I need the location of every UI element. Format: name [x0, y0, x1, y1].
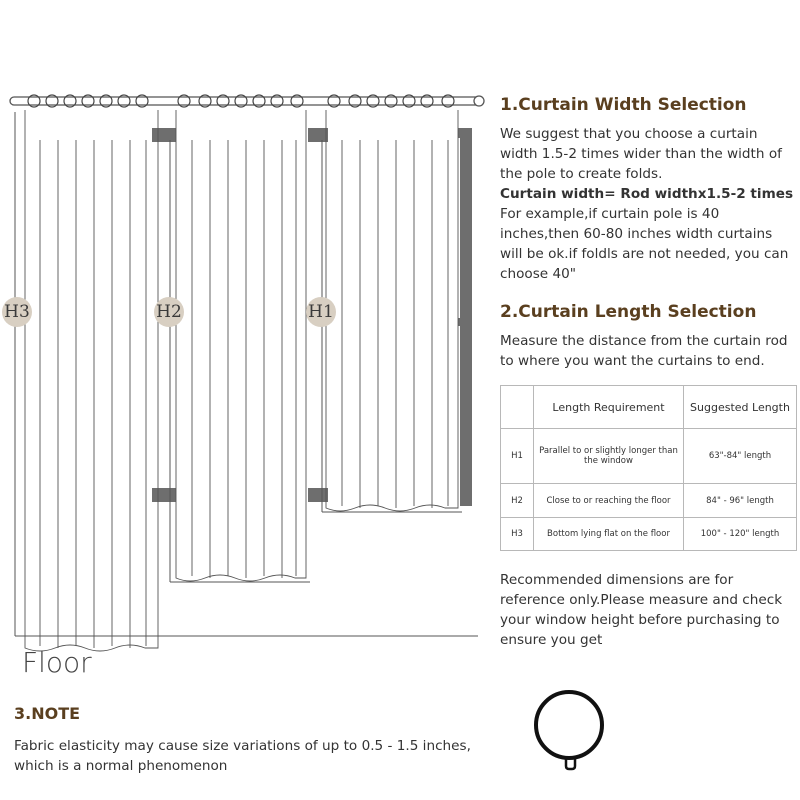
table-row	[501, 429, 797, 484]
curtain-panel-h3	[25, 110, 158, 651]
note-section-title: 3.NOTE	[14, 704, 81, 723]
table-cell-length: 100" - 120" length	[684, 517, 797, 550]
table-header-requirement: Length Requirement	[534, 386, 684, 429]
width-example-text: For example,if curtain pole is 40 inches,then 60-80 inches width curtains will be ok.if foldls are not needed, you can choose 40"	[500, 206, 789, 282]
width-formula: Curtain width= Rod widthx1.5-2 times	[500, 186, 794, 202]
note-section-text: Fabric elasticity may cause size variations of up to 0.5 - 1.5 inches, which is a normal phenomenon	[14, 738, 471, 774]
table-cell-id: H3	[501, 517, 534, 550]
table-row	[501, 484, 797, 517]
label-h3: H3	[2, 297, 32, 327]
width-section-text	[500, 124, 798, 284]
width-intro-text: We suggest that you choose a curtain width 1.5-2 times wider than the width of the pole to create folds.	[500, 126, 782, 182]
length-section-title: 2.Curtain Length Selection	[500, 302, 757, 322]
length-section-text: Measure the distance from the curtain rod to where you want the curtains to end.	[500, 333, 788, 369]
length-table	[500, 385, 797, 551]
table-cell-requirement: Close to or reaching the floor	[534, 484, 684, 517]
label-h1: H1	[306, 297, 336, 327]
table-cell-id: H2	[501, 484, 534, 517]
reference-note: Recommended dimensions are for reference only.Please measure and check your window height before purchasing to ensure you get	[500, 572, 783, 648]
rod-finial-right	[474, 96, 484, 106]
curtain-rod	[10, 97, 480, 105]
table-cell-requirement: Parallel to or slightly longer than the window	[534, 429, 684, 484]
width-section-title: 1.Curtain Width Selection	[500, 95, 747, 115]
table-cell-length: 84" - 96" length	[684, 484, 797, 517]
table-cell-requirement: Bottom lying flat on the floor	[534, 517, 684, 550]
table-cell-length: 63"-84" length	[684, 429, 797, 484]
table-header-suggested: Suggested Length	[684, 386, 797, 429]
table-header-row	[501, 386, 797, 429]
curtain-panel-h1	[322, 110, 462, 512]
table-header-blank	[501, 386, 534, 429]
table-cell-id: H1	[501, 429, 534, 484]
table-row	[501, 517, 797, 550]
floor-label: Floor	[22, 646, 92, 679]
curtain-panel-h2	[170, 110, 310, 582]
label-h2: H2	[154, 297, 184, 327]
curtain-ring-icon	[528, 688, 618, 772]
